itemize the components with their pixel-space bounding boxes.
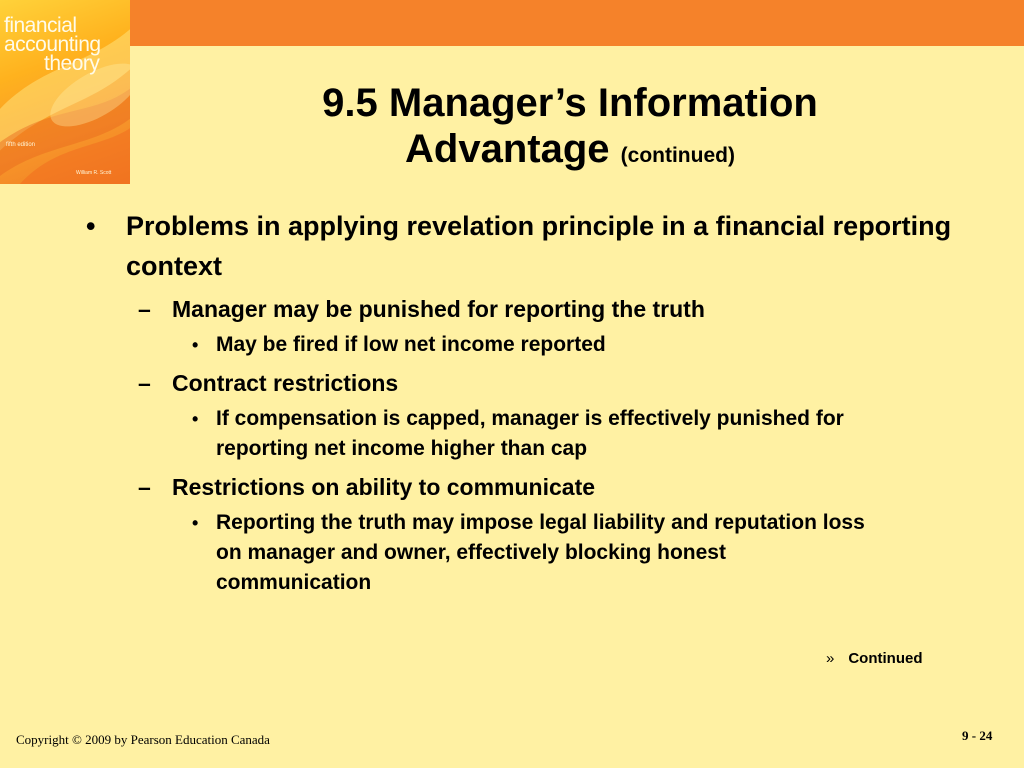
list-item-text: Problems in applying revelation principle in a financial reporting context — [126, 211, 952, 281]
cover-title-line-1: financial — [4, 14, 77, 37]
bullet-marker: • — [192, 335, 199, 355]
cover-title-line-3: theory — [44, 52, 100, 75]
cover-title-line-2: accounting — [4, 33, 101, 56]
list-item-level-1 — [82, 206, 952, 286]
book-cover-image — [0, 0, 130, 184]
list-item-text: May be fired if low net income reported — [216, 333, 606, 356]
bullet-marker: • — [192, 513, 199, 533]
list-item-level-3 — [82, 508, 886, 598]
dash-marker: – — [138, 370, 151, 396]
bullet-marker: • — [192, 409, 199, 429]
slide-title-suffix: (continued) — [620, 144, 735, 167]
cover-title — [4, 16, 128, 73]
list-item-level-3 — [82, 404, 886, 464]
top-accent-bar — [0, 0, 1024, 46]
list-item-text: Reporting the truth may impose legal liability and reputation loss on manager and owner, effectively blocking honest communication — [216, 511, 865, 594]
list-item-level-2 — [82, 294, 952, 324]
slide-title-main: Advantage — [405, 127, 610, 171]
bullet-marker: • — [86, 211, 96, 241]
list-item-level-2 — [82, 472, 952, 502]
slide-title-line-2 — [260, 126, 880, 179]
cover-edition: fifth edition — [6, 142, 36, 148]
list-item-text: If compensation is capped, manager is effectively punished for reporting net income higher than cap — [216, 407, 844, 460]
list-item-level-2 — [82, 368, 952, 398]
list-item-text: Contract restrictions — [172, 370, 399, 396]
footer-copyright: Copyright © 2009 by Pearson Education Canada — [16, 732, 270, 747]
continued-link[interactable] — [826, 650, 923, 667]
continue-marker: » — [826, 650, 835, 667]
bullet-list — [82, 206, 952, 598]
dash-marker: – — [138, 296, 151, 322]
list-item-text: Manager may be punished for reporting the truth — [172, 296, 705, 322]
slide-title — [260, 80, 880, 179]
continued-label: Continued — [848, 650, 923, 667]
cover-author: William R. Scott — [76, 170, 112, 176]
list-item-text: Restrictions on ability to communicate — [172, 474, 596, 500]
dash-marker: – — [138, 474, 151, 500]
list-item-level-3 — [82, 330, 886, 360]
slide-title-line-1: 9.5 Manager’s Information — [322, 81, 818, 125]
page-number: 9 - 24 — [962, 728, 993, 743]
